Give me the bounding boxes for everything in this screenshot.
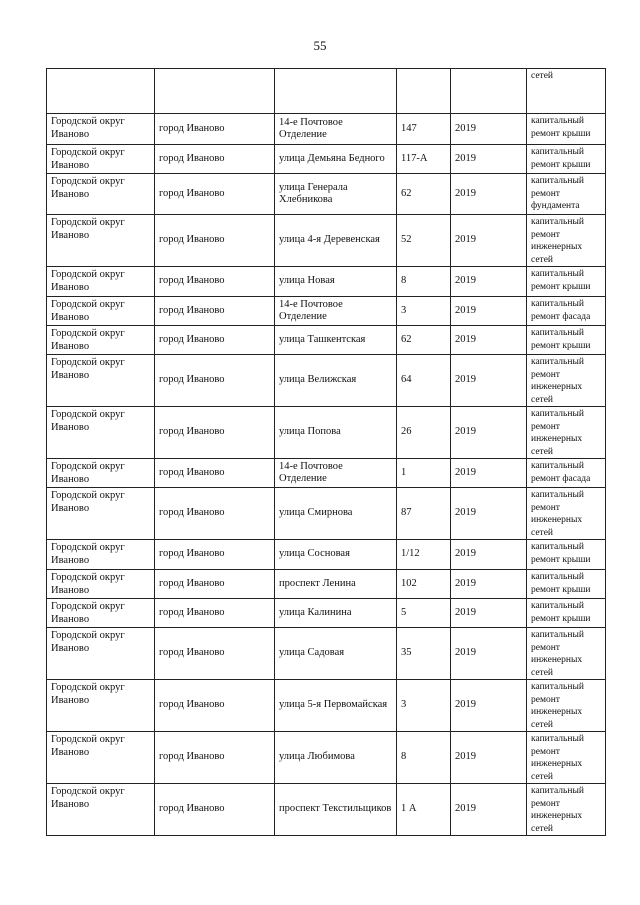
table-row <box>47 599 606 628</box>
house-cell: 5 <box>397 599 451 628</box>
work-type-cell: капитальный ремонт фасада <box>527 459 606 488</box>
work-type-cell: капитальный ремонт крыши <box>527 114 606 145</box>
street-cell: улица Смирнова <box>275 488 397 540</box>
house-cell: 102 <box>397 570 451 599</box>
street-cell: проспект Текстильщиков <box>275 784 397 836</box>
city-cell: город Иваново <box>155 267 275 297</box>
table-row <box>47 355 606 407</box>
work-type-cell: капитальный ремонт инженерных сетей <box>527 732 606 784</box>
city-cell: город Иваново <box>155 459 275 488</box>
year-cell: 2019 <box>451 114 527 145</box>
district-cell: Городской округ Иваново <box>47 355 155 407</box>
street-cell: 14-е Почтовое Отделение <box>275 459 397 488</box>
work-type-cell: капитальный ремонт крыши <box>527 540 606 570</box>
district-cell <box>47 69 155 114</box>
year-cell: 2019 <box>451 680 527 732</box>
street-cell: улица Сосновая <box>275 540 397 570</box>
house-cell: 1 <box>397 459 451 488</box>
street-cell: улица Попова <box>275 407 397 459</box>
year-cell: 2019 <box>451 407 527 459</box>
house-cell: 147 <box>397 114 451 145</box>
table-row <box>47 784 606 836</box>
city-cell: город Иваново <box>155 488 275 540</box>
year-cell: 2019 <box>451 326 527 355</box>
district-cell: Городской округ Иваново <box>47 174 155 215</box>
street-cell: улица 5-я Первомайская <box>275 680 397 732</box>
work-type-cell: капитальный ремонт фасада <box>527 297 606 326</box>
table-row <box>47 267 606 297</box>
work-type-cell: капитальный ремонт инженерных сетей <box>527 680 606 732</box>
house-cell: 3 <box>397 680 451 732</box>
street-cell <box>275 69 397 114</box>
street-cell: улица Калинина <box>275 599 397 628</box>
house-cell: 1/12 <box>397 540 451 570</box>
city-cell: город Иваново <box>155 570 275 599</box>
table-row <box>47 114 606 145</box>
table-row <box>47 488 606 540</box>
table-row <box>47 215 606 267</box>
work-type-cell: капитальный ремонт крыши <box>527 145 606 174</box>
city-cell: город Иваново <box>155 599 275 628</box>
district-cell: Городской округ Иваново <box>47 680 155 732</box>
year-cell: 2019 <box>451 355 527 407</box>
district-cell: Городской округ Иваново <box>47 407 155 459</box>
street-cell: улица Демьяна Бедного <box>275 145 397 174</box>
work-type-cell: капитальный ремонт крыши <box>527 599 606 628</box>
table-row <box>47 145 606 174</box>
work-type-cell: капитальный ремонт инженерных сетей <box>527 628 606 680</box>
city-cell: город Иваново <box>155 355 275 407</box>
work-type-cell: капитальный ремонт инженерных сетей <box>527 407 606 459</box>
table-row <box>47 732 606 784</box>
year-cell: 2019 <box>451 267 527 297</box>
street-cell: улица Любимова <box>275 732 397 784</box>
street-cell: улица Генерала Хлебникова <box>275 174 397 215</box>
house-cell: 1 А <box>397 784 451 836</box>
year-cell: 2019 <box>451 297 527 326</box>
district-cell: Городской округ Иваново <box>47 326 155 355</box>
district-cell: Городской округ Иваново <box>47 488 155 540</box>
district-cell: Городской округ Иваново <box>47 114 155 145</box>
district-cell: Городской округ Иваново <box>47 628 155 680</box>
district-cell: Городской округ Иваново <box>47 215 155 267</box>
house-cell: 3 <box>397 297 451 326</box>
city-cell: город Иваново <box>155 628 275 680</box>
year-cell: 2019 <box>451 459 527 488</box>
city-cell: город Иваново <box>155 540 275 570</box>
year-cell <box>451 69 527 114</box>
year-cell: 2019 <box>451 784 527 836</box>
street-cell: улица 4-я Деревенская <box>275 215 397 267</box>
table-row <box>47 570 606 599</box>
street-cell: улица Ташкентская <box>275 326 397 355</box>
house-cell: 117-А <box>397 145 451 174</box>
work-type-cell: капитальный ремонт инженерных сетей <box>527 784 606 836</box>
table-row-continuation <box>47 69 606 114</box>
city-cell <box>155 69 275 114</box>
repair-table <box>46 68 606 836</box>
year-cell: 2019 <box>451 628 527 680</box>
house-cell: 62 <box>397 326 451 355</box>
house-cell: 35 <box>397 628 451 680</box>
work-type-cell: капитальный ремонт инженерных сетей <box>527 355 606 407</box>
year-cell: 2019 <box>451 570 527 599</box>
street-cell: проспект Ленина <box>275 570 397 599</box>
district-cell: Городской округ Иваново <box>47 297 155 326</box>
table-row <box>47 680 606 732</box>
house-cell: 87 <box>397 488 451 540</box>
year-cell: 2019 <box>451 732 527 784</box>
work-type-cell: капитальный ремонт инженерных сетей <box>527 488 606 540</box>
year-cell: 2019 <box>451 174 527 215</box>
year-cell: 2019 <box>451 488 527 540</box>
district-cell: Городской округ Иваново <box>47 732 155 784</box>
work-type-cell: капитальный ремонт крыши <box>527 267 606 297</box>
street-cell: 14-е Почтовое Отделение <box>275 114 397 145</box>
house-cell: 26 <box>397 407 451 459</box>
city-cell: город Иваново <box>155 732 275 784</box>
district-cell: Городской округ Иваново <box>47 540 155 570</box>
district-cell: Городской округ Иваново <box>47 784 155 836</box>
street-cell: улица Новая <box>275 267 397 297</box>
house-cell: 52 <box>397 215 451 267</box>
district-cell: Городской округ Иваново <box>47 459 155 488</box>
table-row <box>47 459 606 488</box>
table-row <box>47 407 606 459</box>
city-cell: город Иваново <box>155 174 275 215</box>
city-cell: город Иваново <box>155 114 275 145</box>
district-cell: Городской округ Иваново <box>47 599 155 628</box>
district-cell: Городской округ Иваново <box>47 267 155 297</box>
table-row <box>47 628 606 680</box>
city-cell: город Иваново <box>155 680 275 732</box>
city-cell: город Иваново <box>155 297 275 326</box>
house-cell <box>397 69 451 114</box>
table-row <box>47 174 606 215</box>
work-type-cell: сетей <box>527 69 606 114</box>
city-cell: город Иваново <box>155 784 275 836</box>
table-row <box>47 540 606 570</box>
year-cell: 2019 <box>451 540 527 570</box>
city-cell: город Иваново <box>155 326 275 355</box>
street-cell: улица Садовая <box>275 628 397 680</box>
city-cell: город Иваново <box>155 215 275 267</box>
district-cell: Городской округ Иваново <box>47 570 155 599</box>
work-type-cell: капитальный ремонт крыши <box>527 326 606 355</box>
work-type-cell: капитальный ремонт крыши <box>527 570 606 599</box>
house-cell: 64 <box>397 355 451 407</box>
table-row <box>47 326 606 355</box>
city-cell: город Иваново <box>155 407 275 459</box>
page-number: 55 <box>313 38 327 53</box>
year-cell: 2019 <box>451 145 527 174</box>
year-cell: 2019 <box>451 215 527 267</box>
table-row <box>47 297 606 326</box>
house-cell: 8 <box>397 267 451 297</box>
year-cell: 2019 <box>451 599 527 628</box>
street-cell: 14-е Почтовое Отделение <box>275 297 397 326</box>
street-cell: улица Велижская <box>275 355 397 407</box>
district-cell: Городской округ Иваново <box>47 145 155 174</box>
city-cell: город Иваново <box>155 145 275 174</box>
work-type-cell: капитальный ремонт фундамента <box>527 174 606 215</box>
house-cell: 8 <box>397 732 451 784</box>
house-cell: 62 <box>397 174 451 215</box>
work-type-cell: капитальный ремонт инженерных сетей <box>527 215 606 267</box>
